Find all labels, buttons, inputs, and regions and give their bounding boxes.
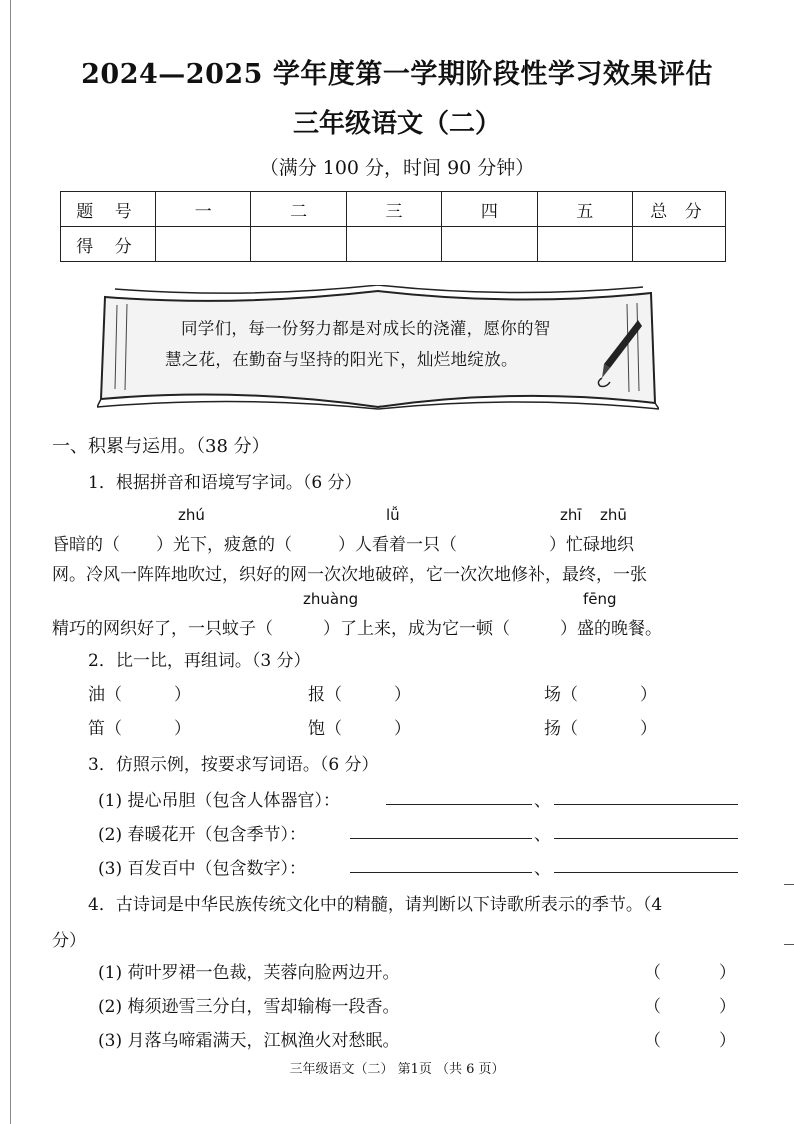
q1-line-1-part: ）忙碌地织	[549, 535, 634, 555]
margin-mark	[784, 884, 794, 885]
q2-item-bao: 报（ ）	[308, 685, 411, 705]
q2-item-bao2: 饱（ ）	[308, 719, 411, 739]
q1-line-3-part: 精巧的网织好了，一只蚊子（	[52, 619, 273, 639]
q2-char: 油	[88, 685, 105, 705]
banner-line-1: 同学们，每一份努力都是对成长的浇灌，愿你的智	[181, 319, 551, 338]
score-table-score-row	[61, 227, 726, 262]
q1-line-2: 网。冷风一阵阵地吹过，织好的网一次次地破碎，它一次次地修补，最终，一张	[52, 565, 647, 585]
pinyin-zhuang: zhuàng	[303, 590, 359, 608]
score-cell[interactable]	[156, 227, 251, 262]
exam-subtitle: 三年级语文（二）	[292, 109, 501, 139]
score-header-cell: 四	[442, 192, 537, 227]
q3-separator: 、	[534, 825, 551, 845]
question-3-title: 3．仿照示例，按要求写词语。（6 分）	[88, 755, 379, 775]
q4-poem-1: (1) 荷叶罗裙一色裁，芙蓉向脸两边开。	[98, 963, 400, 983]
answer-line[interactable]	[554, 838, 738, 839]
q4-poem-3: (3) 月落乌啼霜满天，江枫渔火对愁眠。	[98, 1031, 400, 1051]
score-header-cell: 五	[537, 192, 632, 227]
score-header-cell: 一	[156, 192, 251, 227]
q1-line-1-part: 昏暗的（	[52, 535, 120, 555]
score-header-cell: 三	[346, 192, 441, 227]
q3-separator: 、	[534, 859, 551, 879]
margin-mark	[784, 944, 794, 945]
answer-line[interactable]	[350, 838, 532, 839]
score-table-header-row	[61, 192, 726, 227]
q2-char: 报	[308, 685, 325, 705]
banner-message	[165, 313, 625, 375]
q2-char: 笛	[88, 719, 105, 739]
score-header-cell: 二	[251, 192, 346, 227]
pinyin-zhi: zhī	[560, 506, 582, 524]
score-row-label: 得 分	[61, 227, 156, 262]
q2-item-chang: 场（ ）	[544, 685, 657, 705]
pinyin-lv: lǚ	[386, 506, 400, 524]
page-footer: 三年级语文（二） 第1页 （共 6 页）	[289, 1062, 505, 1077]
score-cell[interactable]	[633, 227, 726, 262]
q1-line-3	[52, 614, 662, 639]
q2-item-di: 笛（ ）	[88, 719, 191, 739]
q2-char: 场	[544, 685, 561, 705]
question-4-title: 4．古诗词是中华民族传统文化中的精髓，请判断以下诗歌所表示的季节。（4	[88, 895, 663, 915]
exam-title: 2024—2025 学年度第一学期阶段性学习效果评估	[81, 59, 713, 90]
banner-line-2: 慧之花，在勤奋与坚持的阳光下，灿烂地绽放。	[165, 350, 518, 369]
q2-char: 扬	[544, 719, 561, 739]
score-table	[60, 191, 726, 262]
pinyin-zhu2: zhū	[600, 506, 627, 524]
pinyin-zhu: zhú	[178, 506, 205, 524]
q1-line-1-part: ）光下，疲惫的（	[156, 535, 292, 555]
q4-answer-1[interactable]: （ ）	[644, 963, 736, 983]
q1-line-3-part: ）盛的晚餐。	[560, 619, 662, 639]
q3-item-3: (3) 百发百中（包含数字）：	[98, 859, 306, 879]
score-cell[interactable]	[537, 227, 632, 262]
answer-line[interactable]	[350, 872, 532, 873]
answer-line[interactable]	[554, 804, 738, 805]
section-1-heading: 一、积累与运用。（38 分）	[52, 436, 270, 457]
question-2-title: 2．比一比，再组词。（3 分）	[88, 651, 311, 671]
question-4-title-cont: 分）	[52, 931, 86, 951]
q4-answer-3[interactable]: （ ）	[644, 1031, 736, 1051]
q3-separator: 、	[534, 791, 551, 811]
q1-line-3-part: ）了上来，成为它一顿（	[323, 619, 510, 639]
q2-item-yang: 扬（ ）	[544, 719, 657, 739]
q1-line-1	[52, 530, 634, 555]
pinyin-feng: fēng	[583, 590, 617, 608]
q3-item-1: (1) 提心吊胆（包含人体器官）：	[98, 791, 340, 811]
score-cell[interactable]	[251, 227, 346, 262]
q2-item-you: 油（ ）	[88, 685, 191, 705]
exam-info: （满分 100 分，时间 90 分钟）	[259, 157, 535, 179]
q2-char: 饱	[308, 719, 325, 739]
score-cell[interactable]	[346, 227, 441, 262]
score-header-cell: 题 号	[61, 192, 156, 227]
answer-line[interactable]	[386, 804, 532, 805]
q4-poem-2: (2) 梅须逊雪三分白，雪却输梅一段香。	[98, 997, 400, 1017]
q4-answer-2[interactable]: （ ）	[644, 997, 736, 1017]
q3-item-2: (2) 春暖花开（包含季节）：	[98, 825, 306, 845]
answer-line[interactable]	[554, 872, 738, 873]
q1-line-1-part: ）人看着一只（	[338, 535, 457, 555]
score-cell[interactable]	[442, 227, 537, 262]
score-header-cell: 总 分	[633, 192, 726, 227]
question-1-title: 1．根据拼音和语境写字词。（6 分）	[88, 473, 362, 493]
